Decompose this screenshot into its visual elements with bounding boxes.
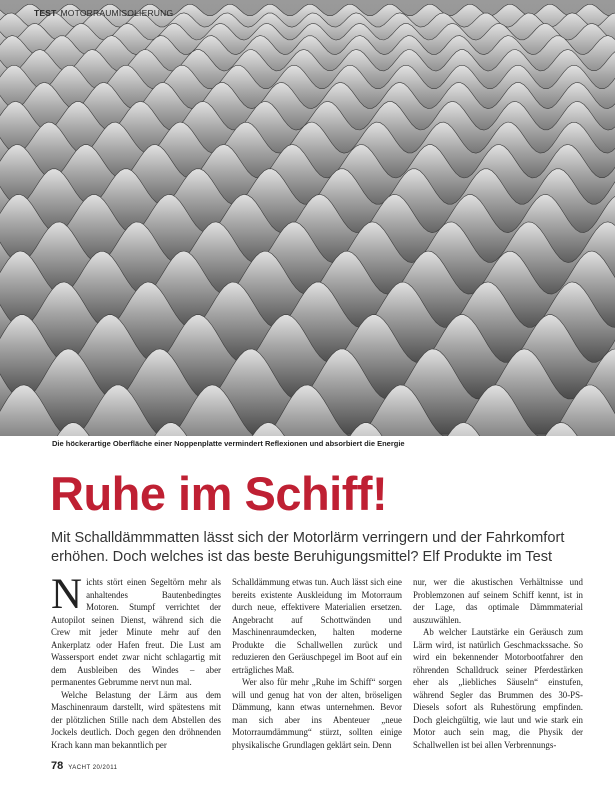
running-header — [34, 8, 173, 18]
body-paragraph: Welche Belastung der Lärm aus dem Maschinenraum darstellt, wird spätestens mit der plötzlichen Stille nach dem Abstellen des Jockels deutlich. Doch gegen den dröhnenden Krach kann man bekanntlich per — [51, 689, 221, 750]
body-paragraph: nur, wer die akustischen Verhältnisse und Problemzonen auf seinem Schiff kennt, ist in der Lage, das optimale Dämmmaterial auszuwählen. — [413, 577, 583, 625]
body-paragraph: Ab welcher Lautstärke ein Geräusch zum Lärm wird, ist natürlich Geschmackssache. So wird ein bekennender Motorbootfahrer den röhrenden Schalldruck seiner Pferdestärken eher als „liebliches Säuseln“ einstufen, während Segler das Brummen des 30-PS-Diesels sofort als Ruhestörung empfinden. Doch gleichgültig, wie laut und wie stark ein Motor auch sein mag, die Physik der Schallwellen ist bei allen Verbrennungs- — [413, 627, 583, 750]
photo-caption: Die höckerartige Oberfläche einer Noppenplatte vermindert Reflexionen und absorbiert die Energie — [52, 439, 405, 448]
drop-cap: N — [51, 571, 83, 618]
page-number: 78 — [51, 760, 64, 772]
body-paragraph: Wer also für mehr „Ruhe im Schiff“ sorgen will und genug hat von der alten, bröseligen Dämmung, kann etwas unternehmen. Bevor man sich aber ins Abenteuer „neue Motorraumdämmung“ stürzt, sollten einige physikalische Grundlagen geklärt sein. Denn — [232, 677, 402, 750]
article-deck: Mit Schalldämmmatten lässt sich der Motorlärm verringern und der Fahrkomfort erhöhen. Doch welches ist das beste Beruhigungsmittel? Elf Produkte im Test — [51, 530, 565, 565]
body-paragraph: Nichts stört einen Segeltörn mehr als anhaltendes Bautenbedingtes Motoren. Stumpf verrichtet der Autopilot seinen Dienst, während sich die Crew mit jeder Minute mehr auf den Ankerplatz oder Hafen freut. Die Lust am Wassersport endet zwar nicht schlagartig mit dem Ausbleiben des Windes – aber permanentes Gebrumme nervt nun mal. — [51, 571, 221, 687]
body-paragraph: Schalldämmung etwas tun. Auch lässt sich eine bereits existente Auskleidung im Motorraum durch neue, effektivere Materialien ersetzen. Angebracht auf Schottwänden und Maschinenraumdecken, halten moderne Produkte die Schallwellen zurück und reduzieren den Geräuschpegel im Boot auf ein erträgliches Maß. — [232, 577, 402, 675]
article-column-3 — [413, 576, 583, 751]
section-label: TEST — [34, 8, 57, 18]
topic-label: MOTORRAUMISOLIERUNG — [60, 8, 174, 18]
page-footer — [51, 760, 117, 772]
article-column-1 — [51, 571, 221, 751]
magazine-issue: YACHT 20/2011 — [68, 765, 118, 771]
article-column-2 — [232, 576, 402, 751]
article-headline: Ruhe im Schiff! — [50, 467, 388, 520]
